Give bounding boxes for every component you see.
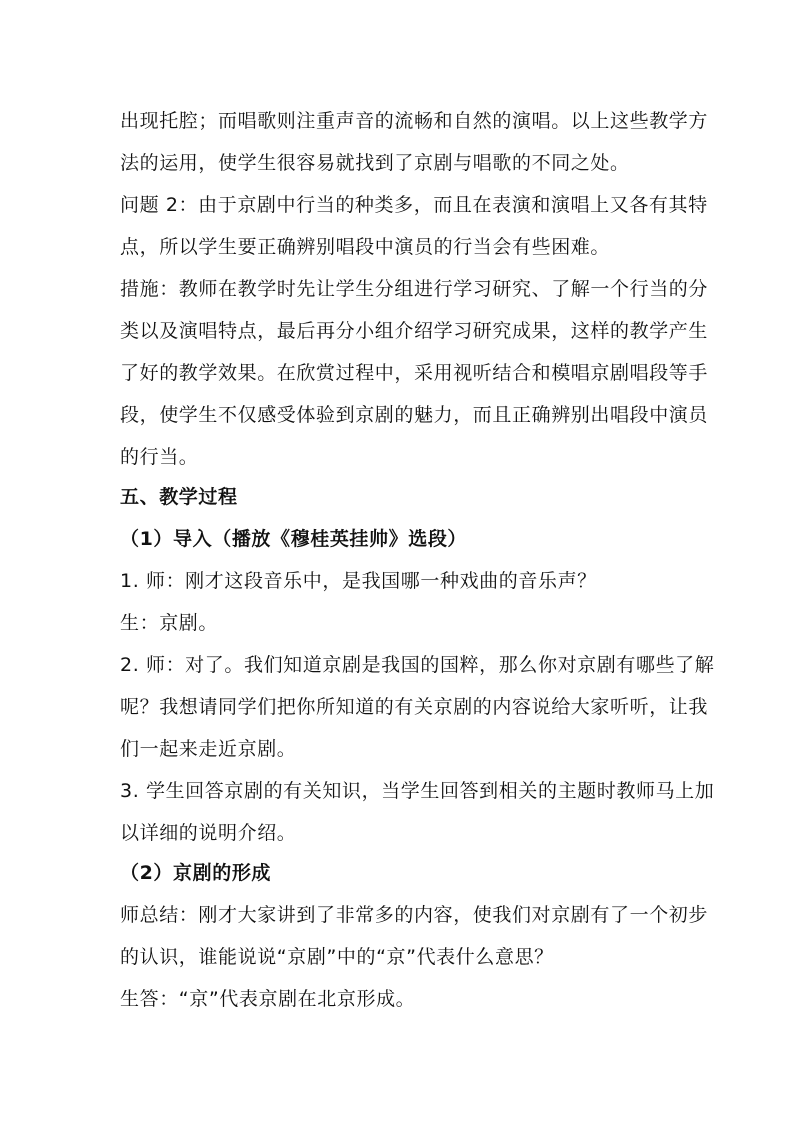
measures-line: 措施：教师在教学时先让学生分组进行学习研究、了解一个行当的分 <box>120 278 709 300</box>
student-answer-line: 生答：“京”代表京剧在北京形成。 <box>120 988 416 1010</box>
dialogue-line: 呢？我想请同学们把你所知道的有关京剧的内容说给大家听听，让我 <box>120 696 709 718</box>
paragraph-line: 类以及演唱特点，最后再分小组介绍学习研究成果，这样的教学产生 <box>120 320 709 342</box>
paragraph-line: 以详细的说明介绍。 <box>120 822 297 844</box>
subsection-heading: （2）京剧的形成 <box>120 862 272 884</box>
paragraph-line: 法的运用，使学生很容易就找到了京剧与唱歌的不同之处。 <box>120 152 630 174</box>
summary-line: 师总结：刚才大家讲到了非常多的内容，使我们对京剧有了一个初步 <box>120 904 709 926</box>
paragraph-line: 段，使学生不仅感受体验到京剧的魅力，而且正确辨别出唱段中演员 <box>120 404 709 426</box>
paragraph-line: 出现托腔；而唱歌则注重声音的流畅和自然的演唱。以上这些教学方 <box>120 110 709 132</box>
dialogue-line: 2. 师：对了。我们知道京剧是我国的国粹，那么你对京剧有哪些了解 <box>120 654 715 676</box>
dialogue-line: 生：京剧。 <box>120 612 219 634</box>
subsection-heading: （1）导入（播放《穆桂英挂帅》选段） <box>120 528 468 550</box>
paragraph-line: 3. 学生回答京剧的有关知识，当学生回答到相关的主题时教师马上加 <box>120 780 715 802</box>
summary-line: 的认识，谁能说说“京剧”中的“京”代表什么意思？ <box>120 946 554 968</box>
section-heading: 五、教学过程 <box>120 486 238 508</box>
dialogue-line: 们一起来走近京剧。 <box>120 738 297 760</box>
dialogue-line: 1. 师：刚才这段音乐中，是我国哪一种戏曲的音乐声？ <box>120 570 597 592</box>
paragraph-line: 的行当。 <box>120 446 199 468</box>
paragraph-line: 点，所以学生要正确辨别唱段中演员的行当会有些困难。 <box>120 236 611 258</box>
paragraph-line: 了好的教学效果。在欣赏过程中，采用视听结合和模唱京剧唱段等手 <box>120 362 709 384</box>
problem-2-line: 问题 2：由于京剧中行当的种类多，而且在表演和演唱上又各有其特 <box>120 194 708 216</box>
